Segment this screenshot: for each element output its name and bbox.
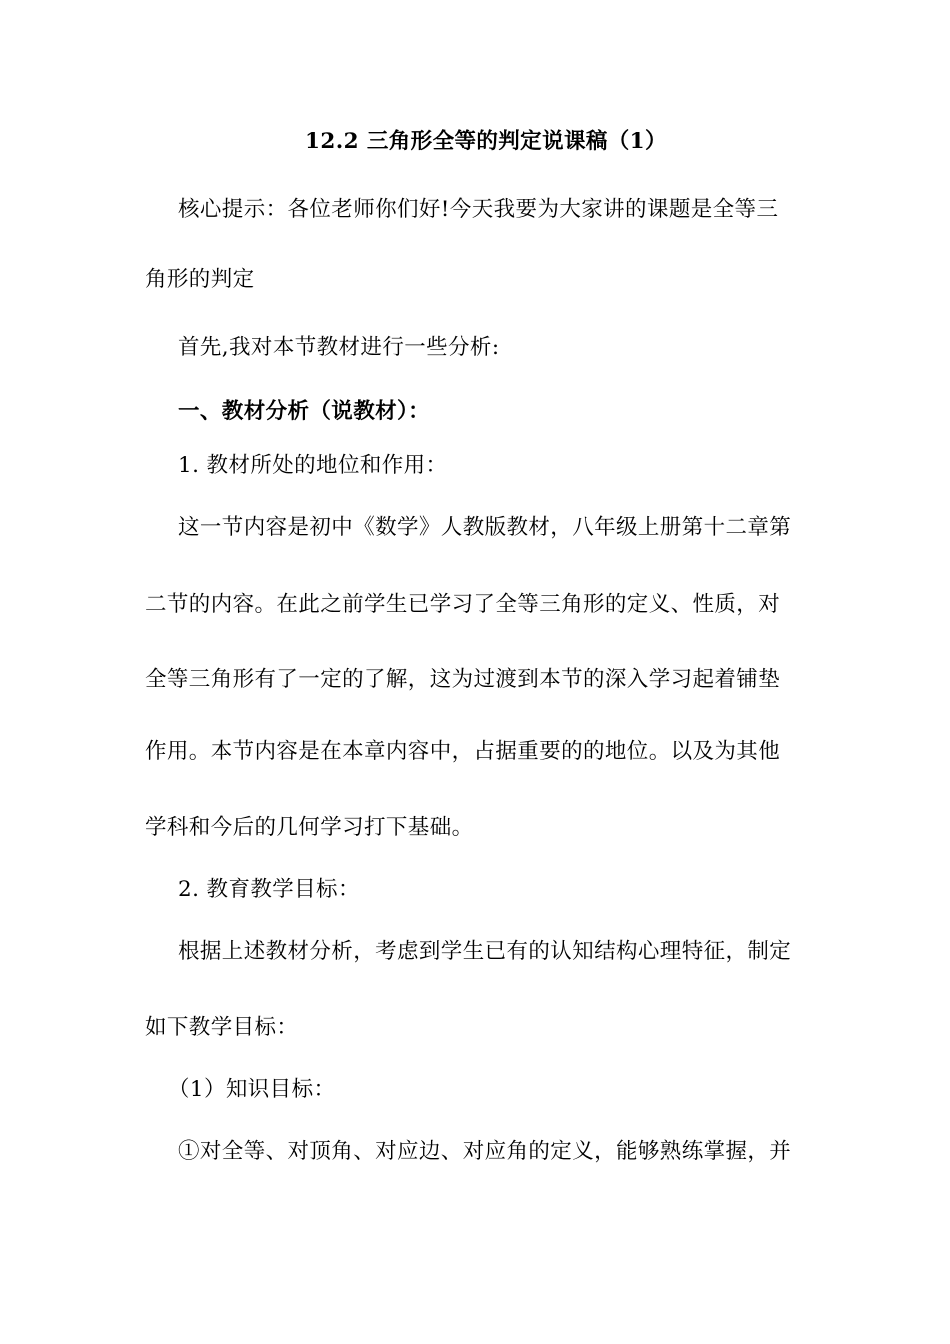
document-title: 12.2 三角形全等的判定说课稿（1）: [305, 129, 667, 154]
paragraph-line: 二节的内容。在此之前学生已学习了全等三角形的定义、性质，对: [145, 592, 781, 617]
paragraph-line: 如下教学目标：: [145, 1015, 299, 1040]
paragraph-line: 首先,我对本节教材进行一些分析:: [178, 335, 500, 360]
subsection-heading: 1. 教材所处的地位和作用：: [178, 453, 448, 478]
subsection-heading: 2. 教育教学目标：: [178, 877, 360, 902]
paragraph-line: 全等三角形有了一定的了解，这为过渡到本节的深入学习起着铺垫: [145, 667, 781, 692]
subsection-heading: （1）知识目标：: [168, 1077, 336, 1102]
paragraph-line: 学科和今后的几何学习打下基础。: [145, 815, 474, 840]
paragraph-line: 这一节内容是初中《数学》人教版教材，八年级上册第十二章第: [178, 515, 792, 540]
paragraph-line: 角形的判定: [145, 267, 255, 292]
paragraph-line: 作用。本节内容是在本章内容中，占据重要的的地位。以及为其他: [145, 739, 781, 764]
paragraph-line: 根据上述教材分析，考虑到学生已有的认知结构心理特征，制定: [178, 939, 792, 964]
paragraph-line: ①对全等、对顶角、对应边、对应角的定义，能够熟练掌握，并: [178, 1139, 792, 1164]
paragraph-line: 核心提示：各位老师你们好!今天我要为大家讲的课题是全等三: [178, 197, 779, 222]
section-heading: 一、教材分析（说教材）：: [178, 399, 431, 424]
